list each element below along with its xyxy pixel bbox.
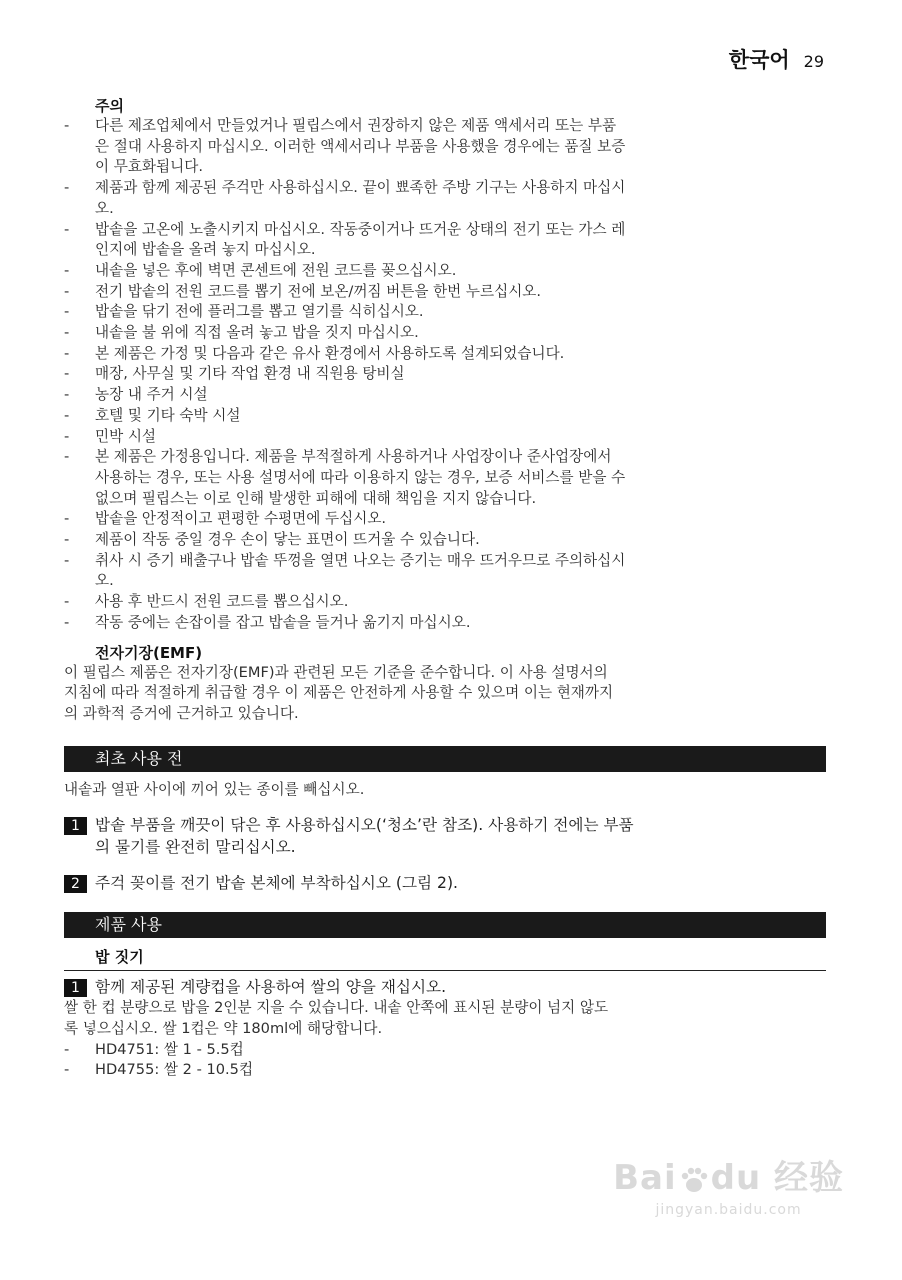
bullet-text-line: 제품과 함께 제공된 주걱만 사용하십시오. 끝이 뾰족한 주방 기구는 사용하지 마십시 [95, 179, 626, 197]
bullet-text-line: 오. [95, 199, 114, 217]
bullet-text-line: 사용 후 반드시 전원 코드를 뽑으십시오. [95, 593, 349, 611]
watermark-logo: Bai du 经验 [613, 1158, 844, 1198]
bullet-dash: - [64, 593, 70, 611]
step-text-line: 밥솥 부품을 깨끗이 닦은 후 사용하십시오(‘청소’란 참조). 사용하기 전에는 부품 [95, 816, 634, 835]
bullet-text-line: 매장, 사무실 및 기타 작업 환경 내 직원용 탕비실 [95, 365, 405, 383]
bullet-text-line: 없으며 필립스는 이로 인해 발생한 피해에 대해 책임을 지지 않습니다. [95, 489, 537, 507]
bullet-text-line: 오. [95, 572, 114, 590]
step-text [95, 872, 826, 894]
bullet-dash: - [64, 551, 70, 569]
bullet-text-line: 내솥을 불 위에 직접 올려 놓고 밥을 짓지 마십시오. [95, 324, 419, 342]
caution-item [64, 220, 826, 261]
caution-item [64, 427, 826, 448]
rice-amount-paragraph [64, 998, 826, 1039]
baidu-watermark [613, 1158, 844, 1218]
step-number-badge: 1 [64, 979, 87, 997]
paragraph-text-line: 록 넣으십시오. 쌀 1컵은 약 180ml에 해당합니다. [64, 1019, 383, 1037]
language-label: 한국어 [728, 48, 790, 72]
caution-item [64, 178, 826, 219]
bullet-dash: - [64, 386, 70, 404]
step-number-badge: 2 [64, 875, 87, 893]
model-capacity-item [64, 1040, 826, 1061]
step-number-badge: 1 [64, 817, 87, 835]
caution-item [64, 551, 826, 592]
bullet-text-line: HD4755: 쌀 2 - 10.5컵 [95, 1061, 254, 1079]
bullet-dash: - [64, 613, 70, 631]
bullet-text-line: 본 제품은 가정 및 다음과 같은 유사 환경에서 사용하도록 설계되었습니다. [95, 344, 565, 362]
caution-item [64, 116, 826, 178]
emf-heading: 전자기장(EMF) [95, 643, 203, 662]
bullet-text-line: 사용하는 경우, 또는 사용 설명서에 따라 이용하지 않는 경우, 보증 서비스를 받을 수 [95, 468, 626, 486]
caution-item [64, 613, 826, 634]
bullet-dash: - [64, 406, 70, 424]
bullet-text-line: 작동 중에는 손잡이를 잡고 밥솥을 들거나 옮기지 마십시오. [95, 613, 471, 631]
emf-text-line: 이 필립스 제품은 전자기장(EMF)과 관련된 모든 기준을 준수합니다. 이 사용 설명서의 [64, 663, 608, 681]
bullet-text-line: 제품이 작동 중일 경우 손이 닿는 표면이 뜨거울 수 있습니다. [95, 531, 480, 549]
emf-paragraph [64, 663, 826, 725]
section-bar-using: 제품 사용 [64, 912, 826, 938]
caution-item [64, 406, 826, 427]
section-bar-before-first-use: 최초 사용 전 [64, 746, 826, 772]
bullet-text-line: 밥솥을 닦기 전에 플러그를 뽑고 열기를 식히십시오. [95, 303, 424, 321]
caution-item [64, 344, 826, 365]
step-text-line: 의 물기를 완전히 말리십시오. [95, 838, 296, 857]
caution-item [64, 530, 826, 551]
manual-content [64, 96, 826, 1081]
step-text-line: 주걱 꽂이를 전기 밥솥 본체에 부착하십시오 (그림 2). [95, 874, 459, 893]
caution-item [64, 364, 826, 385]
bullet-dash: - [64, 282, 70, 300]
bullet-dash: - [64, 324, 70, 342]
bullet-text-line: 본 제품은 가정용입니다. 제품을 부적절하게 사용하거나 사업장이나 준사업장에서 [95, 448, 612, 466]
page-number: 29 [803, 52, 824, 71]
bullet-dash: - [64, 179, 70, 197]
watermark-url: jingyan.baidu.com [655, 1202, 802, 1218]
bullet-dash: - [64, 365, 70, 383]
caution-item [64, 323, 826, 344]
paragraph-text-line: 쌀 한 컵 분량으로 밥을 2인분 지을 수 있습니다. 내솥 안쪽에 표시된 분량이 넘지 않도 [64, 999, 609, 1017]
emf-text-line: 지침에 따라 적절하게 취급할 경우 이 제품은 안전하게 사용할 수 있으며 이는 현재까지 [64, 684, 614, 702]
bullet-text-line: 밥솥을 안정적이고 편평한 수평면에 두십시오. [95, 510, 387, 528]
bullet-text-line: 다른 제조업체에서 만들었거나 필립스에서 권장하지 않은 제품 액세서리 또는 부품 [95, 117, 617, 134]
step-1-clean-parts [64, 814, 826, 858]
bullet-text-line: 전기 밥솥의 전원 코드를 뽑기 전에 보온/꺼짐 버튼을 한번 누르십시오. [95, 282, 542, 300]
bullet-text-line: 내솥을 넣은 후에 벽면 콘센트에 전원 코드를 꽂으십시오. [95, 261, 457, 279]
paw-icon [679, 1165, 709, 1195]
bullet-dash: - [64, 531, 70, 549]
bullet-dash: - [64, 448, 70, 466]
bullet-text-line: 인지에 밥솥을 올려 놓지 마십시오. [95, 241, 316, 259]
caution-item [64, 509, 826, 530]
bullet-text-line: 취사 시 증기 배출구나 밥솥 뚜껑을 열면 나오는 증기는 매우 뜨거우므로 주의하십시 [95, 551, 626, 569]
bullet-text-line: 밥솥을 고온에 노출시키지 마십시오. 작동중이거나 뜨거운 상태의 전기 또는 가스 레 [95, 220, 626, 238]
bullet-text-line: 농장 내 주거 시설 [95, 386, 208, 404]
step-2-attach-holder [64, 872, 826, 894]
bullet-dash: - [64, 1040, 70, 1058]
caution-item [64, 261, 826, 282]
caution-item [64, 282, 826, 303]
caution-item [64, 302, 826, 323]
bullet-text-line: 이 무효화됩니다. [95, 158, 203, 176]
step-text: 함께 제공된 계량컵을 사용하여 쌀의 양을 재십시오. [95, 978, 447, 997]
model-capacity-list [64, 1040, 826, 1081]
step-1-measure-rice [64, 977, 826, 998]
cooking-rice-heading: 밥 짓기 [95, 948, 144, 967]
caution-heading: 주의 [95, 97, 124, 115]
caution-item [64, 385, 826, 406]
bullet-dash: - [64, 427, 70, 445]
bullet-text-line: HD4751: 쌀 1 - 5.5컵 [95, 1040, 244, 1058]
bullet-dash: - [64, 220, 70, 238]
bullet-dash: - [64, 344, 70, 362]
page-header [729, 44, 824, 74]
bullet-dash: - [64, 303, 70, 321]
model-capacity-item [64, 1060, 826, 1081]
step-text [95, 814, 826, 858]
caution-item [64, 447, 826, 509]
bullet-text-line: 민박 시설 [95, 427, 157, 445]
caution-item [64, 592, 826, 613]
bullet-dash: - [64, 510, 70, 528]
caution-list [64, 116, 826, 634]
bullet-text-line: 호텔 및 기타 숙박 시설 [95, 406, 241, 424]
bullet-dash: - [64, 1061, 70, 1079]
bullet-dash: - [64, 261, 70, 279]
emf-text-line: 의 과학적 증거에 근거하고 있습니다. [64, 704, 299, 722]
bullet-text-line: 은 절대 사용하지 마십시오. 이러한 액세서리나 부품을 사용했을 경우에는 품질 보증 [95, 137, 626, 155]
bullet-dash: - [64, 117, 70, 134]
before-use-intro: 내솥과 열판 사이에 끼어 있는 종이를 빼십시오. [64, 780, 365, 798]
